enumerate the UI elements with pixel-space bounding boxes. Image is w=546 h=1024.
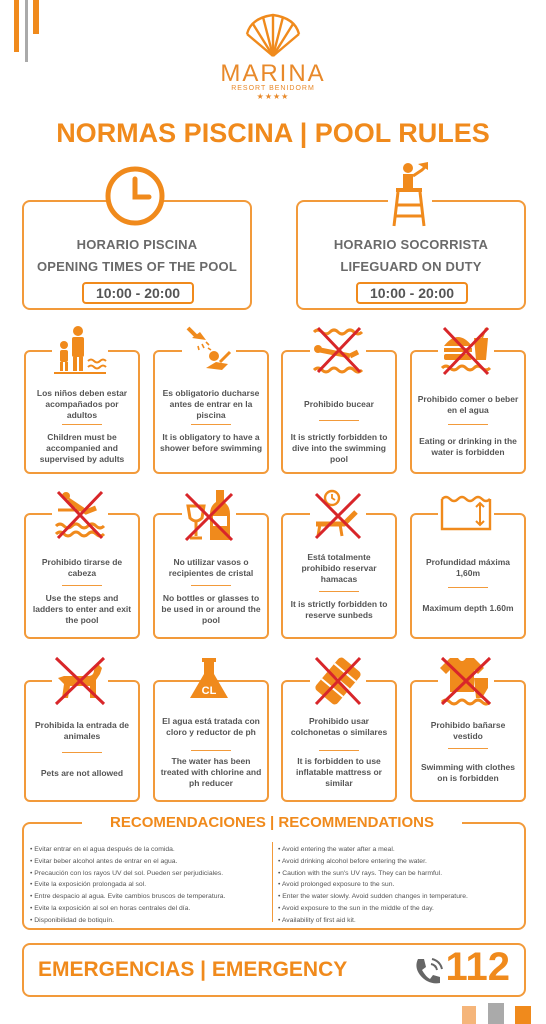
brand-subtitle: RESORT BENIDORM [231, 85, 315, 92]
decor-stripe [25, 0, 28, 62]
divider [62, 752, 102, 753]
schedule-title-en: LIFEGUARD ON DUTY [340, 259, 482, 274]
phone-icon [412, 955, 444, 987]
recommendations-panel [22, 822, 526, 930]
decor-stripe [33, 0, 39, 34]
divider [448, 748, 488, 749]
rule-text-en: It is obligatory to have a shower before swimming [159, 432, 263, 453]
rule-text-en: Swimming with clothes on is forbidden [421, 762, 515, 783]
no-sunbed-reserve-icon [310, 488, 366, 544]
rule-text-en: Pets are not allowed [40, 768, 124, 778]
no-diving-underwater-icon [310, 322, 366, 378]
recommendation-item: • Evite la exposición al sol en horas centrales del día. [30, 904, 191, 912]
no-headfirst-dive-icon [52, 488, 108, 542]
rule-text-es: Profundidad máxima 1,60m [425, 557, 511, 578]
rule-text-en: Maximum depth 1.60m [422, 603, 514, 613]
shell-logo-icon [243, 12, 303, 58]
emergency-number: 112 [445, 945, 510, 989]
divider [62, 424, 102, 425]
rule-text-es: Prohibido bucear [304, 399, 374, 409]
recommendation-item: • Evitar beber alcohol antes de entrar en el agua. [30, 857, 178, 865]
rule-text-es: Prohibido comer o beber en el agua [417, 394, 519, 415]
no-clothes-icon [438, 654, 494, 708]
children-with-adult-icon [52, 325, 108, 377]
chlorine-badge: CL [201, 685, 217, 697]
divider [62, 585, 102, 586]
shower-icon [182, 324, 236, 376]
recommendation-item: • Avoid prolonged exposure to the sun. [278, 881, 395, 889]
rule-text-en: Children must be accompanied and supervised by adults [39, 432, 125, 464]
brand-stars: ★★★★ [256, 92, 290, 101]
schedule-time: 10:00 - 20:00 [356, 282, 468, 304]
divider [191, 585, 231, 586]
rule-text-es: Prohibido bañarse vestido [430, 720, 506, 741]
schedule-title-es: HORARIO PISCINA [76, 237, 198, 252]
divider [191, 424, 231, 425]
brand-name: MARINA [220, 60, 326, 87]
decor-square [462, 1006, 476, 1024]
emergency-label: EMERGENCIAS | EMERGENCY [38, 958, 348, 981]
recommendation-item: • Avoid entering the water after a meal. [278, 846, 395, 853]
decor-stripe [14, 0, 19, 52]
divider [272, 842, 273, 922]
rule-text-en: Use the steps and ladders to enter and exit the pool [32, 593, 132, 625]
lifeguard-chair-icon [388, 160, 432, 228]
recommendation-item: • Availability of first aid kit. [278, 916, 356, 924]
recommendation-item: • Avoid drinking alcohol before entering the water. [278, 857, 427, 865]
rule-text-es: Prohibida la entrada de animales [35, 720, 129, 741]
recommendation-item: • Entre despacio al agua. Evite cambios bruscos de temperatura. [30, 893, 226, 901]
divider [448, 587, 488, 588]
rule-text-en: No bottles or glasses to be used in or around the pool [161, 593, 261, 625]
divider [319, 420, 359, 421]
page-title: NORMAS PISCINA | POOL RULES [56, 118, 490, 148]
no-food-icon [438, 324, 494, 378]
rule-text-es: Está totalmente prohibido reservar hamacas [301, 552, 377, 584]
recommendation-item: • Enter the water slowly. Avoid sudden changes in temperature. [278, 893, 468, 901]
clock-icon [105, 166, 165, 226]
no-inflatables-icon [310, 654, 366, 708]
recommendations-title: RECOMENDACIONES | RECOMMENDATIONS [82, 814, 462, 831]
rule-text-en: It is forbidden to use inflatable mattress or similar [296, 756, 382, 788]
no-pets-icon [52, 654, 108, 708]
decor-square [488, 1003, 504, 1024]
pool-depth-icon [438, 493, 494, 533]
divider [319, 750, 359, 751]
rule-text-en: Eating or drinking in the water is forbidden [419, 436, 517, 457]
schedule-time: 10:00 - 20:00 [82, 282, 194, 304]
decor-square [515, 1006, 531, 1024]
no-glass-icon [182, 488, 236, 544]
divider [319, 591, 359, 592]
rule-text-en: It is strictly forbidden to dive into the swimming pool [290, 432, 388, 464]
schedule-title-en: OPENING TIMES OF THE POOL [36, 259, 237, 274]
chlorine-flask-icon [186, 656, 232, 702]
rule-text-es: Los niños deben estar acompañados por adultos [36, 388, 128, 420]
rule-text-en: The water has been treated with chlorine and ph reducer [160, 756, 262, 788]
divider [448, 424, 488, 425]
schedule-title-es: HORARIO SOCORRISTA [333, 237, 489, 252]
rule-text-en: It is strictly forbidden to reserve sunbeds [290, 599, 388, 620]
rule-text-es: Es obligatorio ducharse antes de entrar en la piscina [162, 388, 260, 420]
rule-text-es: No utilizar vasos o recipientes de cristal [168, 557, 254, 578]
recommendation-item: • Caution with the sun's UV rays. They can be harmful. [278, 869, 443, 877]
recommendations-es [30, 844, 225, 927]
recommendation-item: • Disponibilidad de botiquín. [30, 916, 114, 924]
recommendation-item: • Precaución con los rayos UV del sol. Pueden ser perjudiciales. [30, 869, 224, 877]
emergency-panel [22, 943, 526, 997]
rule-text-es: Prohibido tirarse de cabeza [41, 557, 123, 578]
recommendations-en [278, 844, 468, 927]
recommendation-item: • Evite la exposición prolongada al sol. [30, 881, 147, 889]
divider [191, 750, 231, 751]
rule-text-es: Prohibido usar colchonetas o similares [290, 716, 388, 737]
rule-text-es: El agua está tratada con cloro y reductor de ph [162, 716, 260, 737]
recommendation-item: • Evitar entrar en el agua después de la comida. [30, 846, 175, 853]
recommendation-item: • Avoid exposure to the sun in the middle of the day. [278, 904, 434, 912]
